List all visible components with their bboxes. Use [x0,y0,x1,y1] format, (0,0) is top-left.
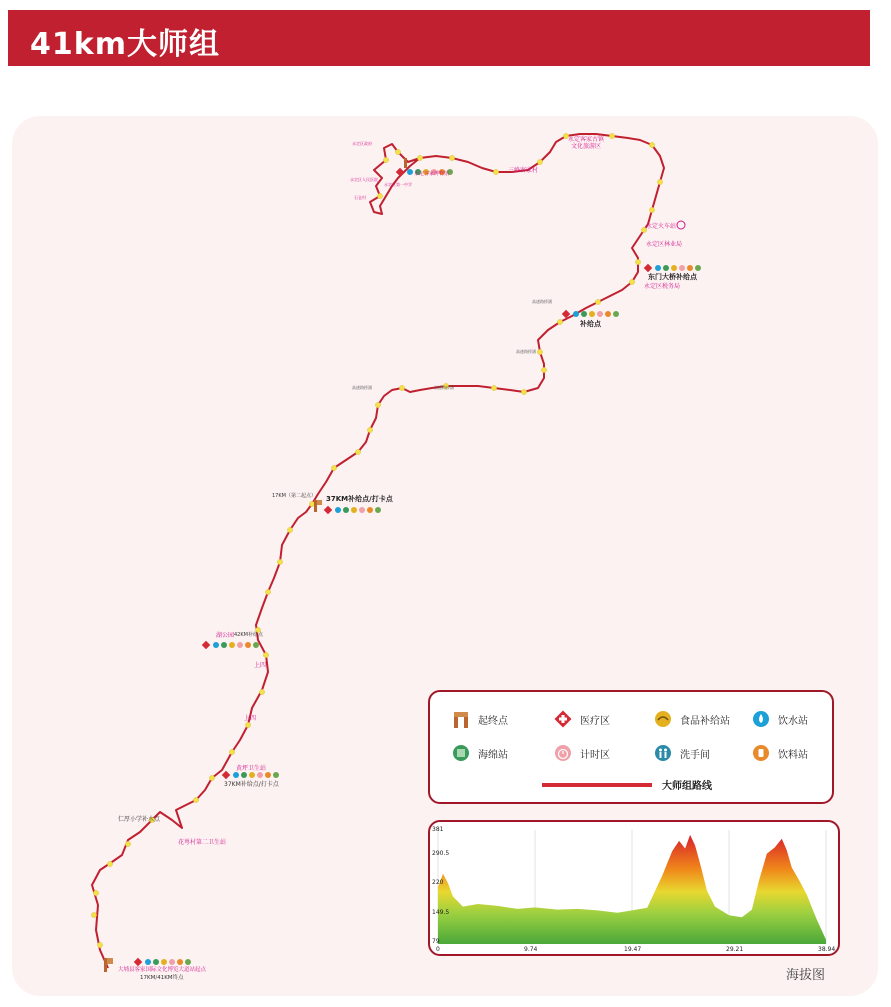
legend-item-sponge: 海绵站 [452,744,508,762]
legend-item-start-finish: 起终点 [452,710,508,728]
water-icon [752,710,770,728]
drink-icon [752,744,770,762]
label-yz3: 永定客家博物馆 [414,171,450,177]
label-dongmen: 东门大桥补给点 [648,273,697,281]
y-tick-0: 381 [432,826,444,833]
y-tick-1: 290.5 [432,850,450,857]
label-yongding-forest: 永定区林业局 [646,241,683,248]
route-line-label: 大师组路线 [662,781,712,792]
label-sanmen: 三峰客家村 [508,167,539,174]
legend-item-drink: 饮料站 [752,744,808,762]
elevation-chart [430,822,838,954]
sponge-icon [452,744,470,762]
label-start-finish: 大埔县客家国际文化博览大道站起点 [118,967,207,973]
label-shangsi: 上四 [254,662,267,669]
x-tick-0: 0 [436,946,440,953]
timing-icon [554,744,572,762]
x-tick-4: 38.94 [818,946,836,953]
label-finish-sub: 17KM/41KM终点 [140,975,184,981]
label-cp37b: 37KM补给点/打卡点 [326,495,393,503]
legend-item-water: 饮水站 [752,710,808,728]
label-shangsan: 上四 [244,715,257,722]
legend-item-medical: 医疗区 [554,710,610,728]
label-road-4: 高速路桥涵 [352,385,372,390]
route-line-swatch [542,783,652,787]
start-finish-flag [104,158,407,972]
label-yz4: 永定区第一中学 [384,182,412,187]
x-tick-2: 19.47 [624,946,642,953]
label-renren: 仁厚小学补水点 [118,816,161,823]
label-huangtan: 花萼村第二卫生站 [178,839,227,846]
label-cp42-name: 湖公园 [216,632,235,639]
label-yz2: 永定区人民医院 [350,177,378,182]
label-culture: 永定客家古镇 文化旅游区 [568,136,605,151]
label-km17: 17KM（第二起点） [272,493,316,499]
page-title: 41km大师组 [30,27,220,62]
legend-item-timing: 计时区 [554,744,610,762]
label-yongding-fire: 永定火车站 [646,223,677,230]
y-tick-4: 79 [432,938,440,945]
label-road-3: 高速路桥涵 [434,385,454,390]
x-tick-1: 9.74 [524,946,538,953]
label-road-1: 高速路桥涵 [532,299,552,304]
food-supply-icon [654,710,672,728]
label-yz1: 永定区政府 [352,141,372,146]
legend-item-food: 食品补给站 [654,710,730,728]
legend-panel [428,690,834,804]
label-shangba: 黄坪卫生站 [236,765,267,772]
label-yz5: 石仓村 [354,195,366,200]
label-supply1: 补给点 [580,320,601,328]
label-cp42: 42KM补给点 [234,632,263,638]
label-yongding-tax: 永定区税务局 [644,283,681,290]
label-cp37: 37KM补给点/打卡点 [224,781,279,788]
elevation-caption: 海拔图 [786,968,826,983]
restroom-icon [654,744,672,762]
medical-icon [554,710,572,728]
label-road-2: 高速路桥涵 [516,349,536,354]
elevation-chart-panel [428,820,840,956]
legend-item-restroom: 洗手间 [654,744,710,762]
y-tick-3: 149.5 [432,909,450,916]
x-tick-3: 29.21 [726,946,744,953]
y-tick-2: 220 [432,879,444,886]
start-finish-icon [452,710,470,728]
